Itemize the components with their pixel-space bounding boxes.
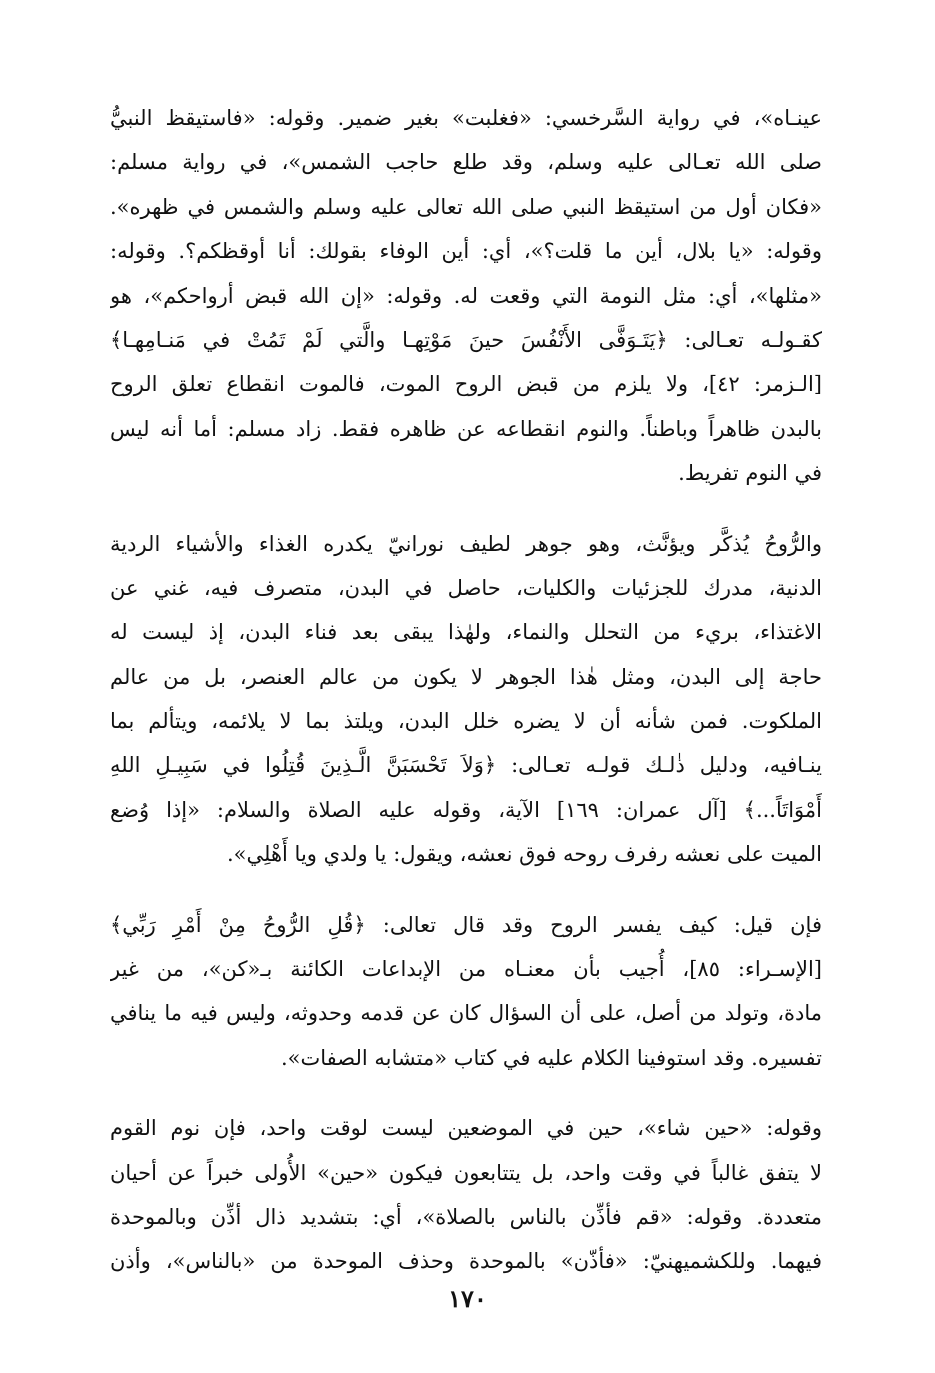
paragraph-2: [110, 522, 822, 877]
text-line: حاجة إلى البدن، ومثل هٰذا الجوهر لا يكون من عالم العنصر، بل من عالم: [110, 664, 822, 689]
text-line: عينـاه»، في رواية السَّرخسي: «فغلبت» بغير ضمير. وقوله: «فاستيقظ النبيُّ: [110, 106, 822, 130]
text-line: فإن قيل: كيف يفسر الروح وقد قال تعالى: ﴿قُلِ الرُّوحُ مِنْ أَمْرِ رَبِّي﴾: [110, 912, 822, 937]
paragraph-gap: [110, 496, 822, 522]
text-line: «مثلها»، أي: مثل النومة التي وقعت له. وقوله: «إن الله قبض أرواحكم»، هو: [110, 283, 822, 308]
text-line: بالبدن ظاهراً وباطناً. والنوم انقطاعه عن ظاهره فقط. زاد مسلم: أما أنه ليس: [110, 416, 822, 441]
text-line: وقوله: «حين شاء»، حين في الموضعين ليست لوقت واحد، فإن نوم القوم: [110, 1116, 822, 1141]
text-line: وقوله: «يا بلال، أين ما قلت؟»، أي: أين الوفاء بقولك: أنا أوقظكم؟. وقوله:: [110, 239, 822, 264]
paragraph-3: [110, 903, 822, 1081]
text-line: تفسيره. وقد استوفينا الكلام عليه في كتاب «متشابه الصفات».: [280, 1045, 822, 1070]
text-line: «فكان أول من استيقظ النبي صلى الله تعالى عليه وسلم والشمس في ظهره».: [110, 194, 822, 219]
text-line: كقـولـه تعـالى: ﴿يَتَـوَفَّى الأَنْفُسَ حينَ مَوْتِهـا والَّتي لَمْ تَمُتْ في مَنـامِهـا﴾: [110, 327, 822, 352]
text-line: فيهما. وللكشميهنيّ: «فأذّن» بالموحدة وحذف الموحدة من «بالناس»، وأذن: [110, 1249, 822, 1274]
text-line: والرُّوحُ يُذكَّر ويؤنَّث، وهو جوهر لطيف نورانيّ يكدره الغذاء والأشياء الردية: [110, 531, 822, 556]
paragraph-gap: [110, 877, 822, 903]
paragraph-1: [110, 96, 822, 496]
page-body: [110, 96, 822, 1284]
text-line: ينـافيه، ودليل ذٰلـك قولـه تعـالى: ﴿وَلاَ تَحْسَبَنَّ الَّـذِينَ قُتِلُوا في سَبِيـلِ اللهِ: [110, 753, 822, 778]
text-line: [الـزمر: ٤٢]، ولا يلزم من قبض الروح الموت، فالموت انقطاع تعلق الروح: [110, 372, 822, 397]
text-line: الاغتذاء، بريء من التحلل والنماء، ولهٰذا يبقى بعد فناء البدن، إذ ليست له: [110, 620, 822, 645]
text-line: الملكوت. فمن شأنه أن لا يضره خلل البدن، ويلتذ بما لا يلائمه، ويتألم بما: [110, 709, 822, 734]
text-line: الدنية، مدرك للجزئيات والكليات، حاصل في البدن، متصرف فيه، غني عن: [110, 575, 822, 600]
text-line: متعددة. وقوله: «قم فأذِّن بالناس بالصلاة»، أي: بتشديد ذال أذِّن وبالموحدة: [110, 1204, 822, 1229]
text-line: في النوم تفريط.: [678, 461, 822, 486]
text-line: صلى الله تعـالى عليه وسلم، وقد طلع حاجب الشمس»، في رواية مسلم:: [110, 150, 822, 175]
page-number: ١٧٠: [448, 1284, 487, 1313]
text-line: لا يتفق غالباً في وقت واحد، بل يتتابعون فيكون «حين» الأُولى خبراً عن أحيان: [110, 1160, 822, 1185]
text-line: الميت على نعشه رفرف روحه فوق نعشه، ويقول: يا ولدي ويا أَهْلِي».: [226, 842, 822, 867]
text-line: [الإسـراء: ٨٥]، أُجيب بأن معنـاه من الإبداعات الكائنة بـ«كن»، من غير: [110, 957, 822, 982]
text-line: أَمْوَاتَاً...﴾ [آل عمران: ١٦٩] الآية، وقوله عليه الصلاة والسلام: «إذا وُضع: [110, 797, 822, 822]
paragraph-4: [110, 1106, 822, 1284]
paragraph-gap: [110, 1080, 822, 1106]
text-line: مادة، وتولد من أصل، على أن السؤال كان عن قدمه وحدوثه، وليس فيه ما ينافي: [110, 1001, 822, 1026]
